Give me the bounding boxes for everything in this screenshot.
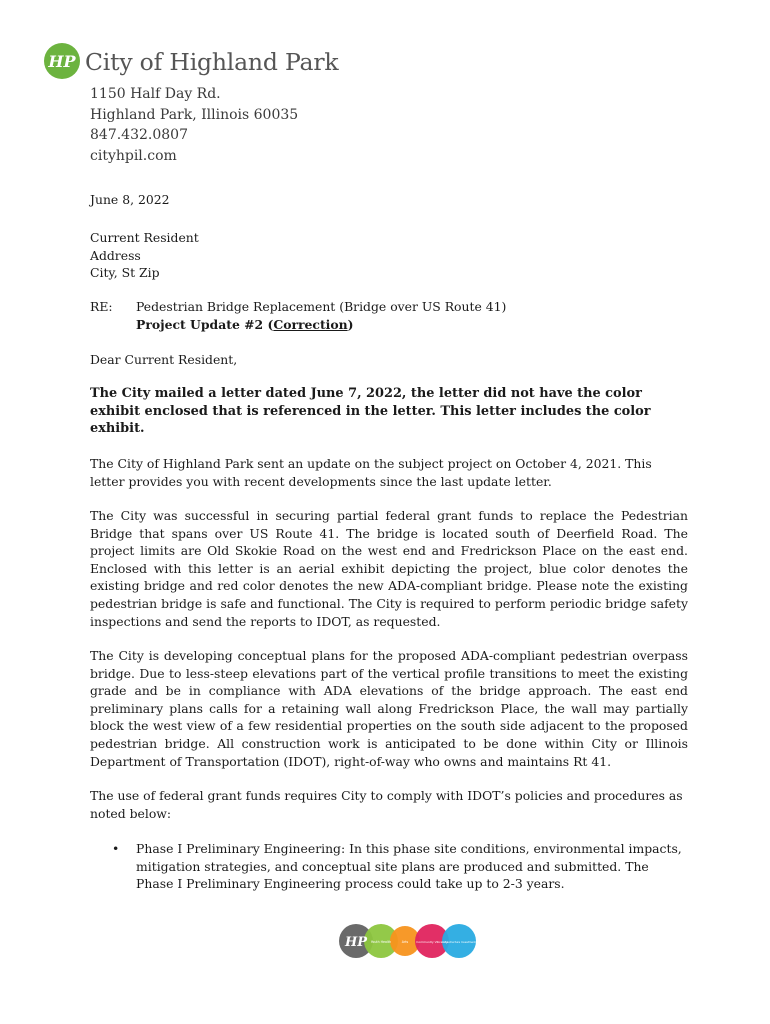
subject-line: Pedestrian Bridge Replacement (Bridge over US Route 41) [136,299,507,314]
svg-text:HP: HP [48,52,76,71]
paragraph: The use of federal grant funds requires City to comply with IDOT’s policies and procedures as noted below: [90,788,683,821]
footer-infrastructure-label: Infrastructure Investment [442,941,476,944]
recipient-line: Current Resident [90,230,199,245]
paragraph: The City was successful in securing partial federal grant funds to replace the Pedestrian Bridge that spans over US Route 41. The bridge is located south of Deerfield Road. The project limits are Old Skokie Road on the west end and Fredrickson Place on the east end. Enclosed with this letter is an aerial exhibit depicting the project, blue color denotes the existing bridge and red color denotes the new ADA-compliant bridge. Please note the existing pedestrian bridge is safe and functional. The City is required to perform periodic bridge safety inspections and send the reports to IDOT, as requested. [90,508,688,629]
footer-youth-label: Youth Health [370,940,392,944]
bullet-icon: • [112,841,120,856]
city-logo [43,42,338,80]
address-line: cityhpil.com [90,147,177,164]
subject-update-line [136,316,656,334]
re-label: RE: [90,299,113,314]
address-line: 1150 Half Day Rd. [90,86,221,102]
bullet-text: Phase I Preliminary Engineering: In this phase site conditions, environmental impacts, mitigation strategies, and conceptual site plans are produced and submitted. The Phase I Preliminary Engineering process could take up to 2-3 years. [136,841,682,892]
recipient-line: Address [90,247,141,263]
footer-logo-strip [338,921,478,961]
recipient-line: City, St Zip [90,265,160,281]
footer-arts-label: Arts [401,940,409,944]
letterhead-address [90,84,298,166]
address-line: Highland Park, Illinois 60035 [90,106,299,123]
update-close: ) [347,317,354,332]
correction-notice: The City mailed a letter dated June 7, 2022, the letter did not have the color exhibit enclosed that is referenced in the letter. This letter includes the color exhibit. [90,386,651,437]
org-name: City of Highland Park [85,48,339,76]
correction-label: Correction [273,317,348,332]
paragraph: The City of Highland Park sent an update on the subject project on October 4, 2021. This letter provides you with recent developments since the last update letter. [90,456,652,489]
city-logo-mark [43,42,81,80]
footer-community-label: Community Vibrancy [416,940,448,944]
salutation: Dear Current Resident, [90,352,238,367]
address-line: 847.432.0807 [90,127,188,143]
update-title: Project Update #2 ( [136,317,274,332]
paragraph: The City is developing conceptual plans for the proposed ADA-compliant pedestrian overpass bridge. Due to less-steep elevations part of the vertical profile transitions to meet the existing grade and be in compliance with ADA elevations of the bridge approach. The east end preliminary plans calls for a retaining wall along Fredrickson Place, the wall may partially block the west view of a few residential properties on the south side adjacent to the proposed pedestrian bridge. All construction work is anticipated to be done within City or Illinois Department of Transportation (IDOT), right-of-way who owns and maintains Rt 41. [90,648,688,769]
footer-hp-mark: HP [344,935,368,950]
letter-date: June 8, 2022 [90,192,170,207]
recipient-address [90,229,688,282]
